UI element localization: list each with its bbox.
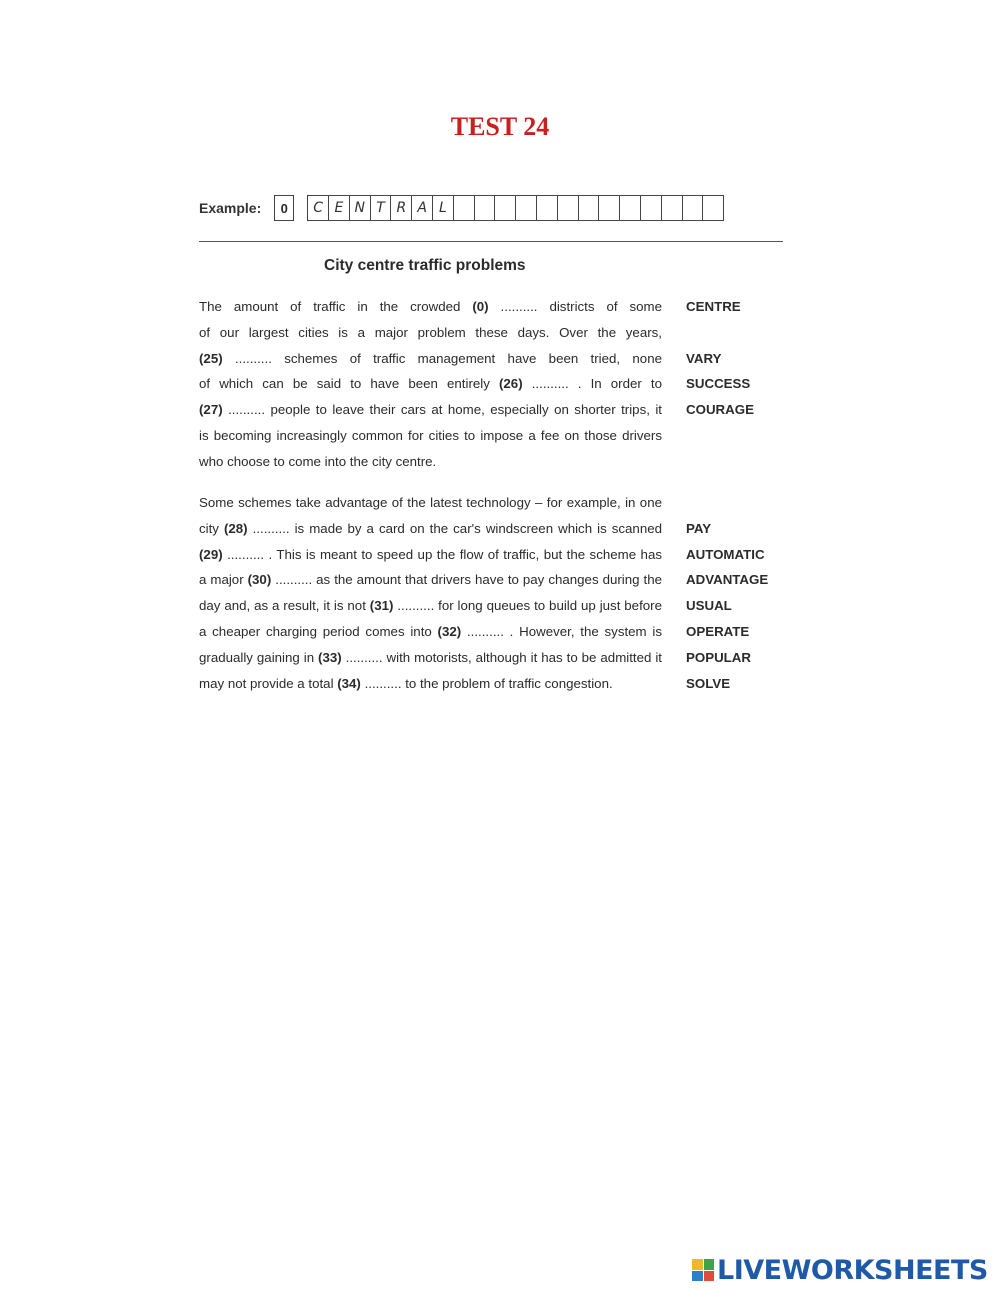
example-letter-box <box>537 195 558 221</box>
text-segment: .......... . However, the system is <box>461 623 662 639</box>
text-segment: .......... people to leave their cars at home, especially on shorter trips, it <box>222 402 662 418</box>
passage-line <box>199 371 799 397</box>
stem-word: SUCCESS <box>686 376 751 392</box>
passage-line <box>199 449 799 475</box>
example-letter-box: C <box>308 195 329 221</box>
example-letter-box <box>641 195 662 221</box>
example-letter-box <box>703 195 724 221</box>
example-letter-box <box>662 195 683 221</box>
passage-line-text <box>199 371 662 397</box>
stem-word: ADVANTAGE <box>686 572 769 588</box>
text-title: City centre traffic problems <box>324 257 526 274</box>
stem-word: COURAGE <box>686 402 754 418</box>
text-segment: .......... for long queues to build up just before <box>393 598 662 614</box>
gap-number: (28) <box>223 520 248 536</box>
passage-line-text <box>199 449 662 475</box>
passage-line <box>199 294 799 320</box>
liveworksheets-logo[interactable] <box>692 1256 988 1284</box>
passage-line-text <box>199 294 662 320</box>
logo-tile <box>704 1271 715 1282</box>
gap-number: (34) <box>337 675 361 691</box>
text-segment: of which can be said to have been entirely <box>199 376 499 392</box>
passage-line-text <box>199 619 662 645</box>
text-segment: is becoming increasingly common for cities to impose a fee on those drivers <box>199 427 662 443</box>
gap-number: (30) <box>247 572 272 588</box>
worksheet-title: TEST 24 <box>450 112 550 141</box>
text-segment: .......... . In order to <box>522 376 662 392</box>
passage-line <box>199 516 799 542</box>
passage-line <box>199 490 799 516</box>
example-answer-boxes <box>307 195 724 221</box>
gap-number: (27) <box>199 402 223 418</box>
logo-text: LIVEWORKSHEETS <box>717 1254 988 1286</box>
example-letter-box <box>516 195 537 221</box>
passage-line-text <box>199 346 662 372</box>
passage-line-text <box>199 423 662 449</box>
example-letter-box <box>599 195 620 221</box>
text-segment: city <box>199 520 224 536</box>
passage-line-text <box>199 671 662 697</box>
passage-line <box>199 645 799 671</box>
text-segment: .......... to the problem of traffic congestion. <box>360 675 613 691</box>
passage-line <box>199 671 799 697</box>
passage-line-text <box>199 320 662 346</box>
gap-number: (32) <box>437 623 462 639</box>
divider-line <box>199 241 783 242</box>
text-segment: The amount of traffic in the crowded <box>199 299 473 314</box>
example-letter-box: N <box>350 195 371 221</box>
logo-tile <box>692 1271 703 1282</box>
example-letter-box <box>475 195 496 221</box>
text-segment: gradually gaining in <box>199 649 319 665</box>
passage-line <box>199 397 799 423</box>
passage-line-text <box>199 397 662 423</box>
passage-line <box>199 423 799 449</box>
gap-number: (25) <box>199 350 223 366</box>
gap-number: (31) <box>369 598 394 614</box>
example-letter-box: T <box>371 195 392 221</box>
passage-line-text <box>199 567 662 593</box>
gap-number: (0) <box>472 299 489 314</box>
example-letter-box <box>579 195 600 221</box>
gap-number: (26) <box>498 376 523 392</box>
example-letter-box <box>454 195 475 221</box>
text-segment: day and, as a result, it is not <box>199 598 370 614</box>
passage-line-text <box>199 593 662 619</box>
stem-word: SOLVE <box>686 675 731 691</box>
passage-line <box>199 320 799 346</box>
logo-tile <box>692 1259 703 1270</box>
example-letter-box: L <box>433 195 454 221</box>
example-letter-box: A <box>412 195 433 221</box>
text-segment: .......... is made by a card on the car's windscreen which is scanned <box>247 520 663 536</box>
example-letter-box: E <box>329 195 350 221</box>
passage-line-text <box>199 516 662 542</box>
text-segment: a cheaper charging period comes into <box>199 623 438 639</box>
logo-icon <box>692 1259 714 1281</box>
stem-word: PAY <box>686 520 712 536</box>
stem-word: AUTOMATIC <box>686 546 765 562</box>
example-letter-box <box>620 195 641 221</box>
stem-word: VARY <box>686 350 722 366</box>
example-letter-box <box>495 195 516 221</box>
passage-line <box>199 346 799 372</box>
paragraph-1 <box>199 294 799 475</box>
example-letter-box <box>558 195 579 221</box>
passage-line <box>199 567 799 593</box>
text-segment: who choose to come into the city centre. <box>199 453 437 469</box>
passage-line <box>199 593 799 619</box>
text-segment: may not provide a total <box>199 675 338 691</box>
text-segment: .......... schemes of traffic management have been tried, none <box>222 350 662 366</box>
text-segment: .......... with motorists, although it has to be admitted it <box>341 649 662 665</box>
passage-line-text <box>199 542 662 568</box>
stem-word: POPULAR <box>686 649 752 665</box>
stem-word: OPERATE <box>686 623 750 639</box>
stem-word: CENTRE <box>686 299 741 314</box>
text-segment: .......... as the amount that drivers have to pay changes during the <box>271 572 662 588</box>
passage-line <box>199 542 799 568</box>
example-label: Example: <box>199 200 262 216</box>
example-letter-box: R <box>391 195 412 221</box>
text-segment: of our largest cities is a major problem these days. Over the years, <box>199 324 662 340</box>
example-row <box>199 194 724 222</box>
gap-number: (33) <box>318 649 342 665</box>
passage-line-text <box>199 645 662 671</box>
logo-tile <box>704 1259 715 1270</box>
gap-number: (29) <box>199 546 223 562</box>
example-letter-box <box>683 195 704 221</box>
text-segment: .......... . This is meant to speed up the flow of traffic, but the scheme has <box>222 546 662 562</box>
passage-line-text <box>199 490 662 516</box>
passage-line <box>199 619 799 645</box>
example-number-box: 0 <box>274 195 294 221</box>
text-segment: a major <box>199 572 248 588</box>
stem-word: USUAL <box>686 598 732 614</box>
text-segment: .......... districts of some <box>488 299 663 314</box>
text-segment: Some schemes take advantage of the latest technology – for example, in one <box>199 495 662 510</box>
paragraph-2 <box>199 490 799 696</box>
